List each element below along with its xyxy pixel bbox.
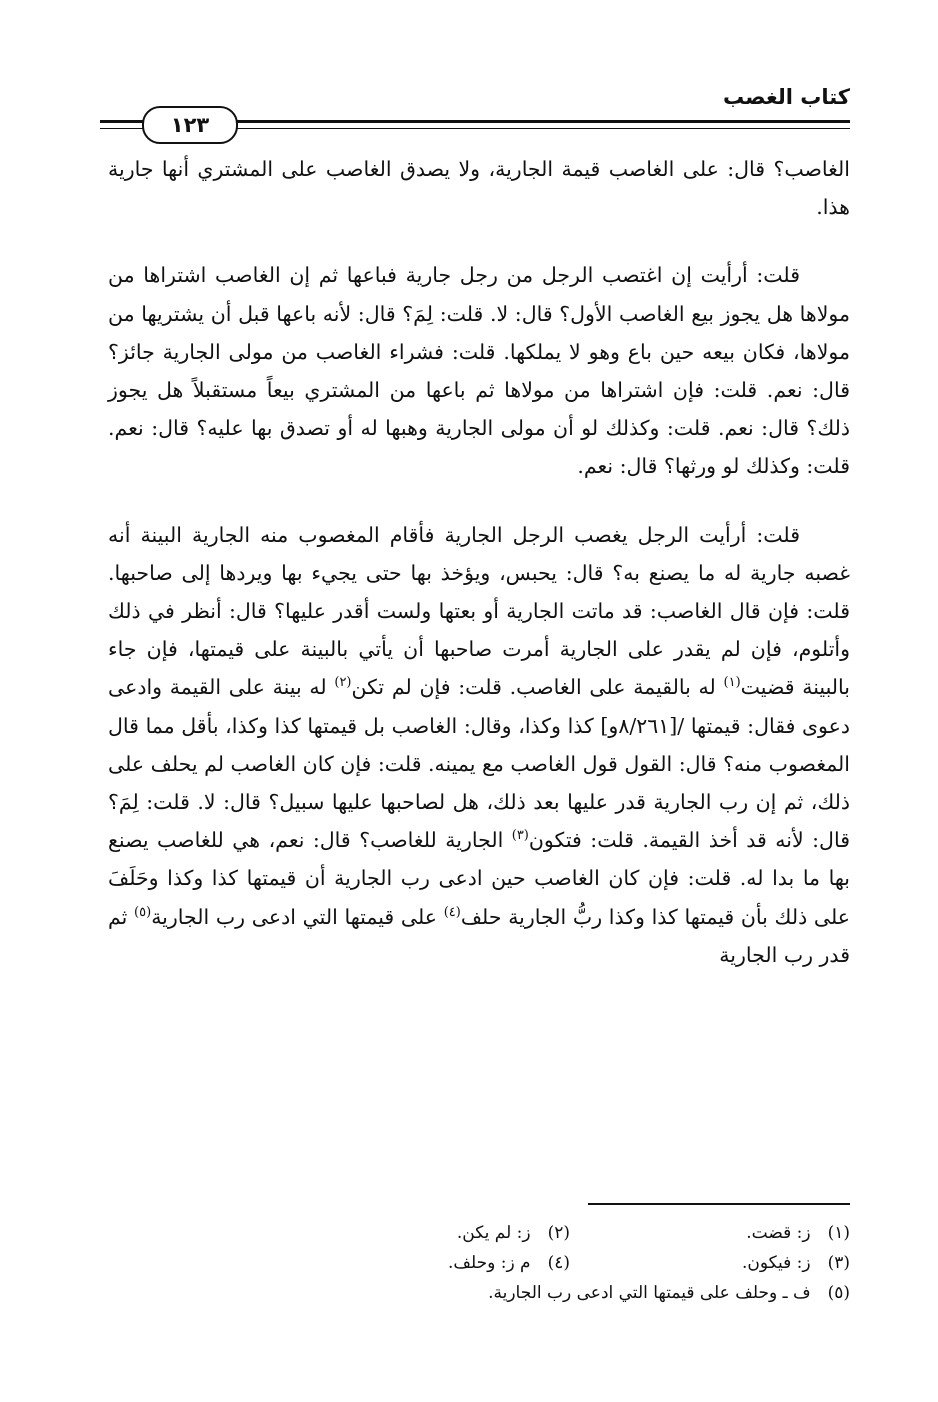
footnote-row bbox=[290, 1218, 850, 1248]
paragraph-3-part-b: له بالقيمة على الغاصب. قلت: فإن لم تكن bbox=[351, 675, 724, 700]
paragraph-3-part-d: الجارية للغاصب؟ قال: نعم، هي للغاصب يصنع بها ما بدا له. قلت: فإن كان الغاصب حين ادعى رب الجارية أن قيمتها كذا وكذا وحَلَفَ على ذلك بأن قيمتها كذا وكذا ربُّ الجارية حلف bbox=[108, 828, 850, 929]
footnote-1 bbox=[570, 1218, 850, 1248]
footnote-text: م ز: وحلف. bbox=[447, 1253, 531, 1273]
footnote-row bbox=[290, 1278, 850, 1308]
footnote-text: ز: فيكون. bbox=[741, 1253, 811, 1273]
paragraph-3-part-e: على قيمتها التي ادعى رب الجارية bbox=[151, 904, 444, 929]
footnote-number: (٥) bbox=[827, 1283, 850, 1303]
paragraph-3-part-c: له بينة على القيمة وادعى دعوى فقال: قيمتها /[٨/٢٦١و] كذا وكذا، وقال: الغاصب بل قيمتها كذا وكذا، بأقل مما قال المغصوب منه؟ قال: القول قول الغاصب مع يمينه. قلت: فإن كان الغاصب لم يحلف على ذلك، ثم إن رب الجارية قدر عليها بعد ذلك، هل لصاحبها عليها سبيل؟ قال: لا. قلت: لِمَ؟ قال: لأنه قد أخذ القيمة. قلت: فتكون bbox=[108, 675, 851, 853]
footnote-separator bbox=[588, 1203, 850, 1205]
footnote-number: (٤) bbox=[547, 1253, 570, 1273]
footnote-text: ف ـ وحلف على قيمتها التي ادعى رب الجارية. bbox=[488, 1283, 811, 1303]
footnote-ref-1[interactable]: (١) bbox=[723, 675, 741, 691]
footnote-ref-4[interactable]: (٤) bbox=[443, 904, 461, 920]
footnote-ref-5[interactable]: (٥) bbox=[134, 904, 152, 920]
page-number: ١٢٣ bbox=[142, 106, 238, 144]
main-text bbox=[108, 150, 850, 974]
footnote-5 bbox=[488, 1278, 850, 1308]
footnote-number: (٢) bbox=[547, 1223, 570, 1243]
footnote-number: (١) bbox=[827, 1223, 850, 1243]
running-title: كتاب الغصب bbox=[723, 85, 850, 109]
footnote-text: ز: لم يكن. bbox=[456, 1223, 531, 1243]
paragraph-3 bbox=[108, 516, 850, 974]
paragraph-3-part-a: قلت: أرأيت الرجل يغصب الرجل الجارية فأقام المغصوب منه الجارية البينة أنه غصبه جارية له ما يصنع به؟ قال: يحبس، ويؤخذ بها حتى يجيء بها ويردها إلى صاحبها. قلت: فإن قال الغاصب: قد ماتت الجارية أو بعتها ولست أقدر عليها؟ قال: أنظر في ذلك وأتلوم، فإن لم يقدر على الجارية أمرت صاحبها أن يأتي بالبينة على قيمتها، فإن جاء بالبينة قضيت bbox=[108, 522, 851, 700]
paragraph-2: قلت: أرأيت إن اغتصب الرجل من رجل جارية فباعها ثم إن الغاصب اشتراها من مولاها هل يجوز بيع الغاصب الأول؟ قال: لا. قلت: لِمَ؟ قال: لأنه باعها قبل أن يشتريها من مولاها، فكان بيعه حين باع وهو لا يملكها. قلت: فشراء الغاصب من مولى الجارية جائز؟ قال: نعم. قلت: فإن اشتراها من مولاها ثم باعها من المشتري بيعاً مستقبلاً هل يجوز ذلك؟ قال: نعم. قلت: وكذلك لو أن مولى الجارية وهبها له أو تصدق بها عليه؟ قال: نعم. قلت: وكذلك لو ورثها؟ قال: نعم. bbox=[108, 263, 850, 479]
footnote-number: (٣) bbox=[827, 1253, 850, 1273]
footnote-text: ز: قضت. bbox=[746, 1223, 811, 1243]
footnote-4 bbox=[290, 1248, 570, 1278]
paragraph-3-part-f: ثم قدر رب الجارية bbox=[108, 904, 850, 967]
footnote-3 bbox=[570, 1248, 850, 1278]
footnote-2 bbox=[290, 1218, 570, 1248]
footnote-row bbox=[290, 1248, 850, 1278]
footnote-ref-3[interactable]: (٣) bbox=[511, 828, 529, 844]
footnotes bbox=[290, 1218, 850, 1308]
footnote-ref-2[interactable]: (٢) bbox=[334, 675, 352, 691]
paragraph-1: الغاصب؟ قال: على الغاصب قيمة الجارية، ولا يصدق الغاصب على المشتري أنها جارية هذا. bbox=[108, 157, 850, 220]
